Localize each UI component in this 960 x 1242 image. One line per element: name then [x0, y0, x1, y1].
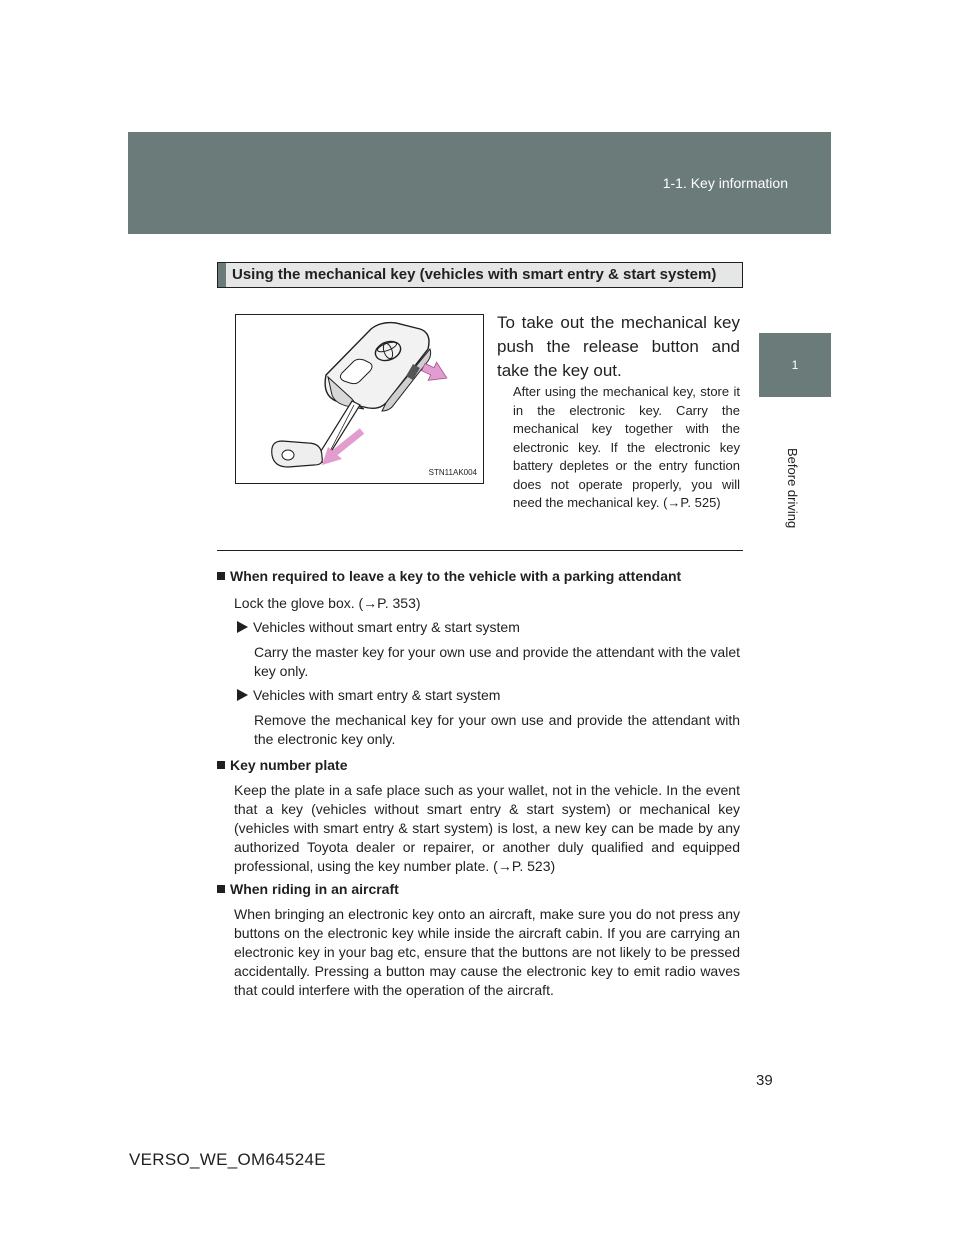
pull-arrow-icon	[322, 431, 362, 465]
key-illustration	[235, 314, 484, 484]
aircraft-text: When bringing an electronic key onto an aircraft, make sure you do not press any buttons on the electronic key while inside the aircraft cabin. If you are carrying an electronic key in your bag etc, ensure that the buttons are not likely to be pressed accidentally. Pressing a button may cause the electronic key to emit radio waves that could interfere with the operation of the aircraft.	[234, 906, 740, 998]
aircraft-heading-text: When riding in an aircraft	[230, 881, 399, 897]
square-bullet-icon	[217, 761, 225, 769]
attendant-intro: Lock the glove box. (→P. 353)	[234, 595, 421, 611]
attendant-heading-text: When required to leave a key to the vehicle with a parking attendant	[230, 568, 682, 584]
page-number: 39	[756, 1072, 773, 1089]
attendant-item2-label-text: Vehicles with smart entry & start system	[253, 687, 501, 703]
square-bullet-icon	[217, 572, 225, 580]
mechanical-key-icon	[272, 401, 360, 467]
triangle-bullet-icon	[237, 621, 248, 633]
section-title: 1-1. Key information	[662, 175, 788, 191]
section-divider	[217, 550, 743, 551]
subheading-accent-bar	[218, 263, 226, 287]
plate-heading-text: Key number plate	[230, 757, 348, 773]
attendant-heading	[217, 568, 681, 584]
intro-note-text: After using the mechanical key, store it in the electronic key. Carry the mechanical key together with the electronic key. If the electronic key battery depletes or the entry function does not operate properly, you will need the mechanical key. (→P. 525)	[513, 384, 740, 510]
attendant-item2-text: Remove the mechanical key for your own use and provide the attendant with the electronic key only.	[254, 712, 740, 747]
aircraft-heading	[217, 881, 399, 897]
triangle-bullet-icon	[237, 689, 248, 701]
document-code: VERSO_WE_OM64524E	[129, 1150, 326, 1169]
plate-heading	[217, 757, 347, 773]
chapter-tab-divider	[759, 397, 831, 398]
figure-code: STN11AK004	[428, 468, 477, 477]
intro-main-text: To take out the mechanical key push the release button and take the key out.	[497, 313, 740, 380]
electronic-key-icon	[325, 323, 431, 411]
square-bullet-icon	[217, 885, 225, 893]
chapter-tab-number[interactable]: 1	[759, 333, 831, 397]
subheading-text: Using the mechanical key (vehicles with smart entry & start system)	[232, 266, 717, 283]
key-illustration-svg	[236, 315, 483, 483]
subheading-box	[217, 262, 743, 288]
chapter-tab-label: Before driving	[785, 448, 800, 529]
plate-text: Keep the plate in a safe place such as your wallet, not in the vehicle. In the event that a key (vehicles without smart entry & start system) or mechanical key (vehicles with smart entry & start system) is lost, a new key can be made by any authorized Toyota dealer or repairer, or another duly qualified and equipped professional, using the key number plate. (→P. 523)	[234, 782, 740, 874]
attendant-item1-text: Carry the master key for your own use and provide the attendant with the valet key only.	[254, 644, 740, 679]
attendant-item2-label	[237, 686, 500, 705]
attendant-item1-label	[237, 618, 520, 637]
chapter-tab-label-wrap[interactable]	[782, 448, 802, 548]
attendant-item1-label-text: Vehicles without smart entry & start system	[253, 619, 520, 635]
